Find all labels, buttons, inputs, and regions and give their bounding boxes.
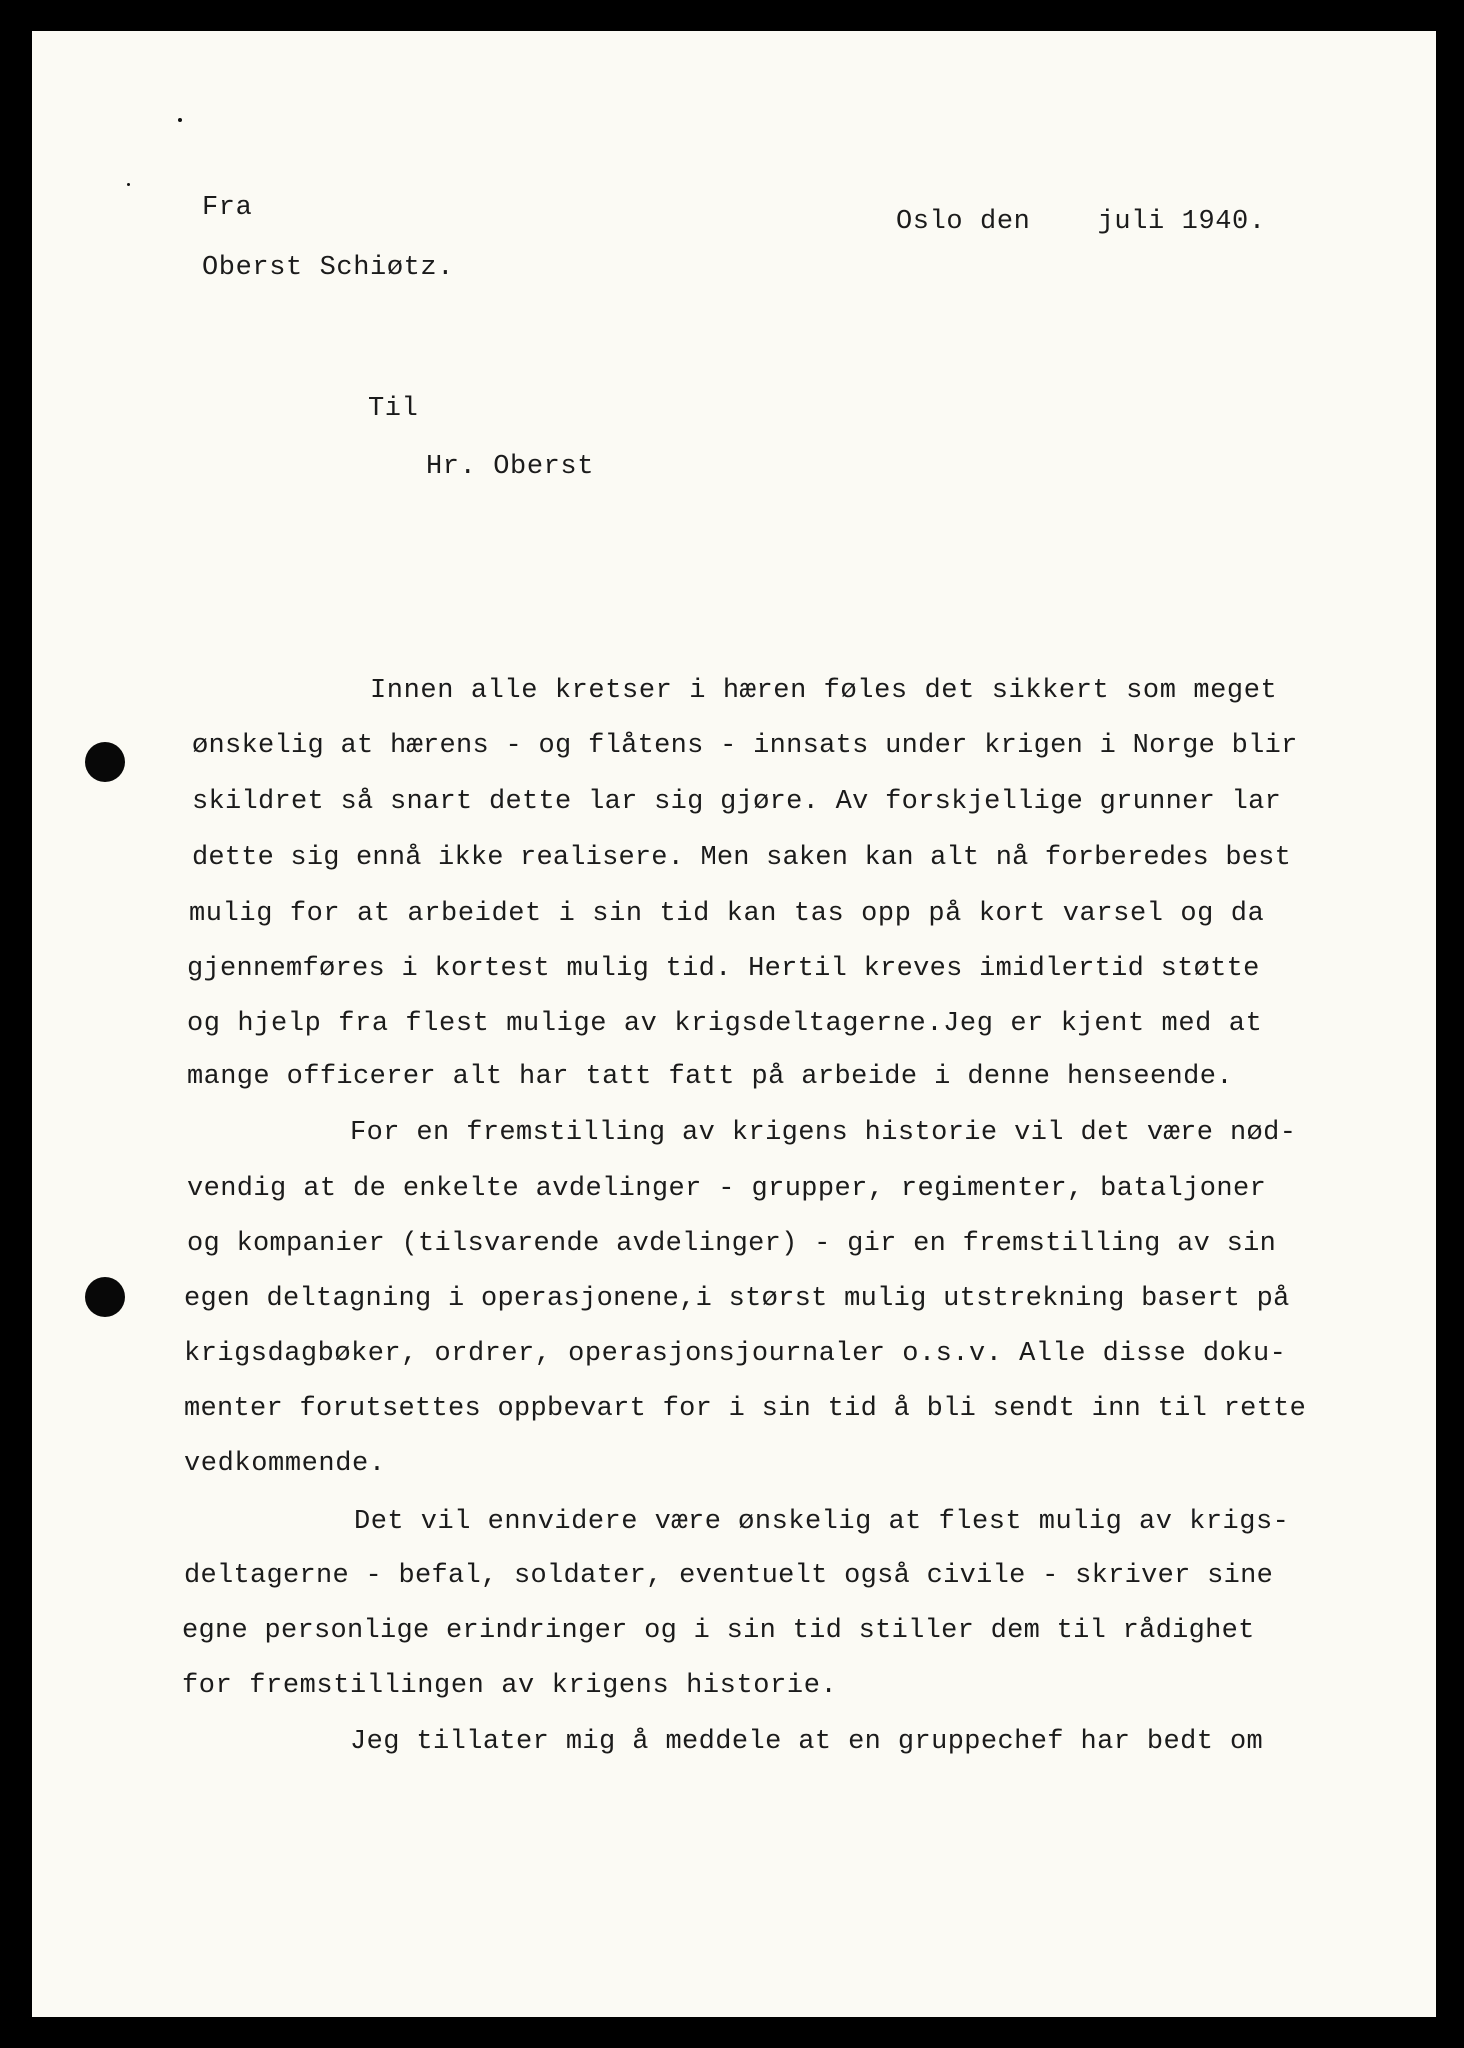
recipient: Hr. Oberst [426, 452, 595, 482]
body-line: vendig at de enkelte avdelinger - grupper, regimenter, bataljoner [187, 1174, 1267, 1204]
body-line: ønskelig at hærens - og flåtens - innsats under krigen i Norge blir [192, 731, 1298, 761]
ink-speck [127, 183, 130, 186]
body-line: Det vil ennvidere være ønskelig at flest mulig av krigs- [354, 1507, 1290, 1537]
body-line: gjennemføres i kortest mulig tid. Hertil kreves imidlertid støtte [187, 954, 1260, 984]
body-line: for fremstillingen av krigens historie. [182, 1671, 838, 1701]
to-label: Til [368, 394, 419, 424]
from-label: Fra [202, 193, 253, 223]
body-line: egen deltagning i operasjonene,i størst mulig utstrekning basert på [184, 1284, 1290, 1314]
body-line: og hjelp fra flest mulige av krigsdeltagerne.Jeg er kjent med at [187, 1009, 1263, 1039]
body-line: mulig for at arbeidet i sin tid kan tas opp på kort varsel og da [189, 899, 1265, 929]
body-line: egne personlige erindringer og i sin tid stiller dem til rådighet [182, 1616, 1255, 1646]
body-line: menter forutsettes oppbevart for i sin tid å bli sendt inn til rette [184, 1394, 1307, 1424]
place-date: Oslo den juli 1940. [896, 207, 1266, 237]
body-line: og kompanier (tilsvarende avdelinger) - gir en fremstilling av sin [187, 1229, 1277, 1259]
punch-hole-top [85, 742, 125, 782]
ink-speck [178, 118, 182, 122]
letter-page [32, 31, 1436, 2017]
body-line: Jeg tillater mig å meddele at en gruppechef har bedt om [350, 1727, 1264, 1757]
sender-name: Oberst Schiøtz. [202, 253, 455, 283]
body-line: vedkommende. [184, 1449, 386, 1479]
body-line: For en fremstilling av krigens historie vil det være nød- [350, 1118, 1297, 1148]
body-line: skildret så snart dette lar sig gjøre. Av forskjellige grunner lar [192, 787, 1282, 817]
punch-hole-bottom [85, 1277, 125, 1317]
body-line: krigsdagbøker, ordrer, operasjonsjournaler o.s.v. Alle disse doku- [184, 1339, 1287, 1369]
body-line: Innen alle kretser i hæren føles det sikkert som meget [370, 676, 1278, 706]
body-line: mange officerer alt har tatt fatt på arbeide i denne henseende. [187, 1062, 1233, 1092]
body-line: dette sig ennå ikke realisere. Men saken kan alt nå forberedes best [192, 843, 1291, 873]
body-line: deltagerne - befal, soldater, eventuelt også civile - skriver sine [184, 1561, 1274, 1591]
